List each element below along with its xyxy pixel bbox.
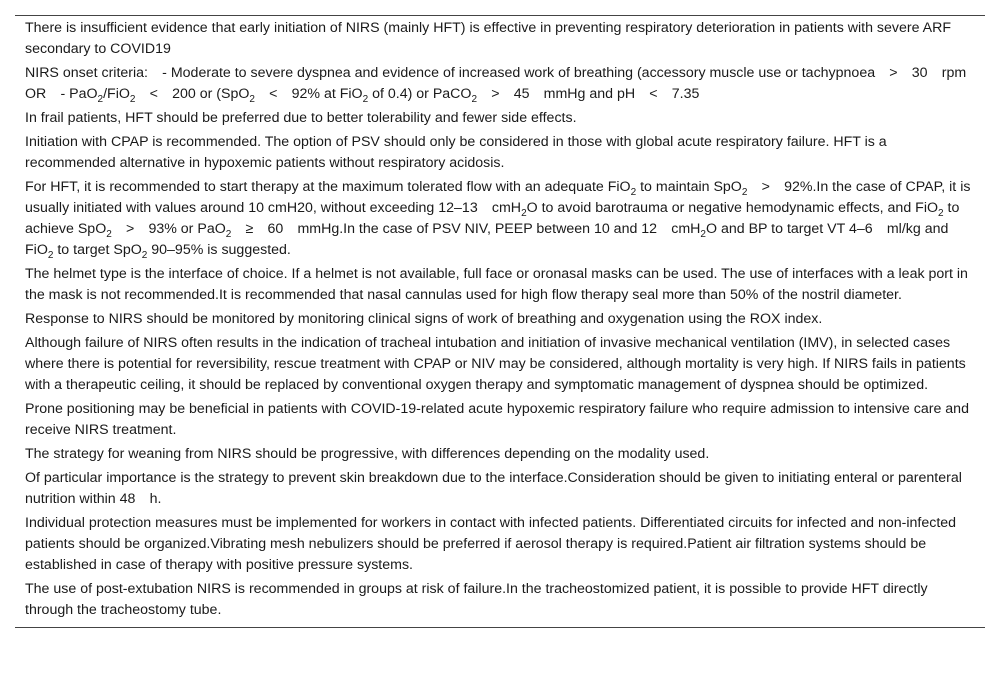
- recommendation-text: Individual protection measures must be implemented for workers in contact with infected patients. Differentiated circuits for infected and non-infected patients should be organized.Vibrating mesh nebulizers should be preferred if aerosol therapy is required.Patient air filtration systems should be established in case of therapy with positive pressure systems.: [25, 515, 957, 573]
- table-row: [15, 308, 985, 332]
- recommendation-cell: [15, 308, 985, 332]
- subscript-text: 2: [741, 187, 748, 198]
- subscript-text: 2: [47, 250, 54, 261]
- recommendation-text: For HFT, it is recommended to start therapy at the maximum tolerated flow with an adequate FiO: [25, 179, 631, 195]
- recommendation-text: The strategy for weaning from NIRS should be progressive, with differences depending on the modality used.: [25, 446, 710, 462]
- recommendations-table-body: [15, 16, 985, 627]
- table-row: [15, 398, 985, 443]
- recommendation-text: of 0.4) or PaCO: [368, 86, 472, 102]
- table-row: [15, 176, 985, 263]
- recommendation-text: Of particular importance is the strategy to prevent skin breakdown due to the interface.Consideration should be given to initiating enteral or parenteral nutrition within 48 h.: [25, 470, 962, 507]
- subscript-text: 2: [249, 94, 255, 105]
- table-row: [15, 443, 985, 467]
- recommendation-cell: [15, 62, 985, 107]
- subscript-text: 2: [521, 208, 527, 219]
- table-row: [15, 332, 985, 398]
- recommendation-text: There is insufficient evidence that early initiation of NIRS (mainly HFT) is effective in preventing respiratory deterioration in patients with severe ARF secondary to COVID19: [25, 20, 952, 57]
- recommendation-cell: [15, 263, 985, 308]
- recommendation-cell: [15, 107, 985, 131]
- recommendation-text: 90–95% is suggested.: [147, 242, 291, 258]
- table-row: [15, 62, 985, 107]
- recommendation-text: The use of post-extubation NIRS is recommended in groups at risk of failure.In the tracheostomized patient, it is possible to provide HFT directly through the tracheostomy tube.: [25, 581, 928, 618]
- recommendation-cell: [15, 16, 985, 62]
- subscript-text: 2: [225, 229, 232, 240]
- recommendation-cell: [15, 398, 985, 443]
- recommendation-cell: [15, 443, 985, 467]
- recommendation-cell: [15, 467, 985, 512]
- table-row: [15, 263, 985, 308]
- subscript-text: 2: [700, 229, 706, 240]
- recommendation-text: < 200 or (SpO: [135, 86, 250, 102]
- subscript-text: 2: [938, 208, 944, 219]
- recommendation-text: O to avoid barotrauma or negative hemodynamic effects, and FiO: [526, 200, 939, 216]
- recommendation-text: Response to NIRS should be monitored by monitoring clinical signs of work of breathing and oxygenation using the ROX index.: [25, 311, 823, 327]
- recommendation-text: O and BP to target VT 4–6 ml/kg and FiO: [25, 221, 949, 258]
- subscript-text: 2: [129, 94, 136, 105]
- recommendation-cell: [15, 578, 985, 627]
- table-row: [15, 16, 985, 62]
- table-row: [15, 467, 985, 512]
- recommendation-text: In frail patients, HFT should be preferred due to better tolerability and fewer side effects.: [25, 110, 577, 126]
- recommendations-table: [15, 15, 985, 628]
- table-row: [15, 131, 985, 176]
- recommendation-text: > 45 mmHg and pH < 7.35: [477, 86, 700, 102]
- recommendation-text: to achieve SpO: [25, 200, 960, 237]
- recommendation-text: NIRS onset criteria: - Moderate to severe dyspnea and evidence of increased work of breathing (accessory muscle use or tachypnoea > 30 rpm OR - PaO: [25, 65, 967, 102]
- recommendation-cell: [15, 176, 985, 263]
- subscript-text: 2: [141, 250, 148, 261]
- table-row: [15, 107, 985, 131]
- recommendation-cell: [15, 512, 985, 578]
- recommendation-text: Initiation with CPAP is recommended. The option of PSV should only be considered in those with global acute respiratory failure. HFT is a recommended alternative in hypoxemic patients without respiratory acidosis.: [25, 134, 887, 171]
- subscript-text: 2: [106, 229, 112, 240]
- subscript-text: 2: [362, 94, 369, 105]
- recommendation-text: > 93% or PaO: [111, 221, 226, 237]
- subscript-text: 2: [97, 94, 104, 105]
- recommendation-cell: [15, 131, 985, 176]
- subscript-text: 2: [471, 94, 478, 105]
- subscript-text: 2: [630, 187, 637, 198]
- recommendation-text: /FiO: [103, 86, 130, 102]
- recommendation-text: Although failure of NIRS often results in the indication of tracheal intubation and initiation of invasive mechanical ventilation (IMV), in selected cases where there is potential for reversibility, rescue treatment with CPAP or NIV may be considered, although mortality is very high. If NIRS fails in patients with a therapeutic ceiling, it should be replaced by conventional oxygen therapy and symptomatic management of dyspnea should be optimized.: [25, 335, 966, 393]
- recommendation-text: ≥ 60 mmHg.In the case of PSV NIV, PEEP between 10 and 12 cmH: [231, 221, 701, 237]
- recommendation-text: to target SpO: [53, 242, 142, 258]
- table-row: [15, 578, 985, 627]
- recommendation-cell: [15, 332, 985, 398]
- recommendation-text: The helmet type is the interface of choice. If a helmet is not available, full face or oronasal masks can be used. The use of interfaces with a leak port in the mask is not recommended.It is recommended that nasal cannulas used for high flow therapy seal more than 50% of the nostril diameter.: [25, 266, 968, 303]
- recommendation-text: to maintain SpO: [636, 179, 742, 195]
- table-row: [15, 512, 985, 578]
- recommendation-text: < 92% at FiO: [254, 86, 363, 102]
- recommendation-text: > 92%.In the case of CPAP, it is usually initiated with values around 10 cmH20, without exceeding 12–13 cmH: [25, 179, 971, 216]
- recommendation-text: Prone positioning may be beneficial in patients with COVID-19-related acute hypoxemic respiratory failure who require admission to intensive care and receive NIRS treatment.: [25, 401, 969, 438]
